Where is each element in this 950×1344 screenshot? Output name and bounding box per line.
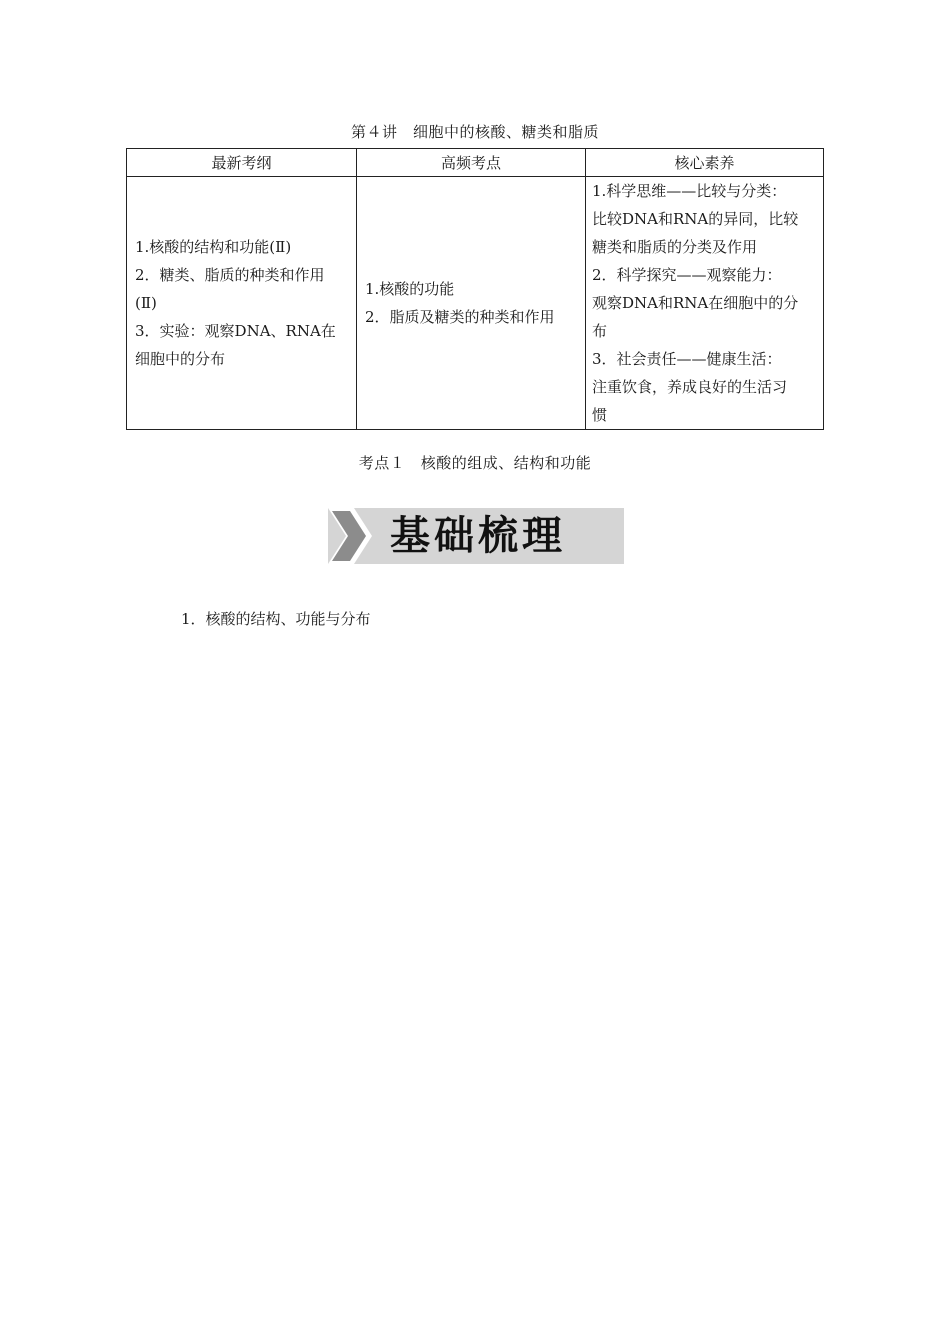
key-point-line: 2．脂质及糖类的种类和作用: [365, 308, 555, 326]
syllabus-cell: [127, 177, 357, 430]
literacy-line: 惯: [592, 406, 608, 424]
literacy-line: 注重饮食，养成良好的生活习: [592, 378, 788, 396]
overview-table: [126, 148, 824, 430]
literacy-line: 2．科学探究——观察能力：: [592, 266, 782, 284]
syllabus-line: 2．糖类、脂质的种类和作用: [135, 266, 325, 284]
core-literacy-cell: [586, 177, 824, 430]
section-title: 考点１ 核酸的组成、结构和功能: [358, 454, 592, 472]
basics-banner: [328, 508, 624, 564]
header-core-literacy: 核心素养: [586, 149, 824, 177]
syllabus-line: 细胞中的分布: [135, 350, 226, 368]
banner-title: 基础梳理: [390, 513, 566, 559]
syllabus-line: 1.核酸的结构和功能(Ⅱ): [135, 238, 292, 256]
syllabus-line: 3．实验：观察DNA、RNA在: [135, 322, 336, 340]
chevron-right-icon: [328, 508, 388, 564]
header-syllabus: 最新考纲: [127, 149, 357, 177]
literacy-line: 糖类和脂质的分类及作用: [592, 238, 758, 256]
literacy-line: 观察DNA和RNA在细胞中的分: [592, 294, 799, 312]
literacy-line: 比较DNA和RNA的异同，比较: [592, 210, 799, 228]
key-points-cell: [357, 177, 586, 430]
table-header-row: [127, 149, 824, 177]
header-key-points: 高频考点: [357, 149, 586, 177]
syllabus-line: (Ⅱ): [135, 294, 157, 312]
lecture-title: 第４讲 细胞中的核酸、糖类和脂质: [350, 123, 599, 141]
literacy-line: 布: [592, 322, 608, 340]
table-row: [127, 177, 824, 430]
literacy-line: 3．社会责任——健康生活：: [592, 350, 782, 368]
key-point-line: 1.核酸的功能: [365, 280, 455, 298]
item-heading: 1．核酸的结构、功能与分布: [181, 610, 371, 628]
literacy-line: 1.科学思维——比较与分类：: [592, 182, 787, 200]
